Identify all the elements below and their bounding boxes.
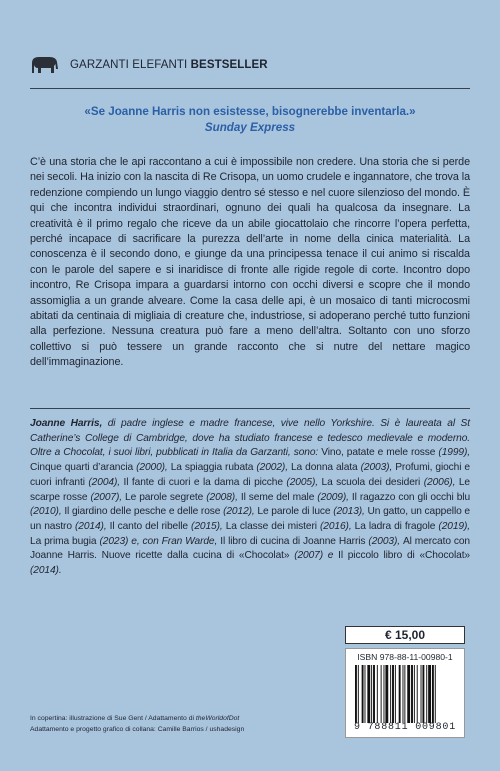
bio-text: (2006), — [420, 476, 459, 488]
bio-text: (2004), — [84, 476, 124, 488]
isbn-label: ISBN 978-88-11-00980-1 — [357, 652, 453, 662]
barcode-block — [345, 648, 465, 738]
series-header — [30, 50, 470, 80]
bio-text: (2010), — [30, 506, 65, 518]
book-title: Il piccolo libro di «Chocolat» — [338, 550, 470, 562]
barcode-bar — [435, 665, 436, 723]
book-title: La scuola dei desideri — [321, 476, 421, 488]
book-title: Il libro di cucina di Joanne Harris — [220, 535, 366, 547]
bio-text: (2003), — [357, 462, 396, 474]
bio-text: (1999), — [435, 447, 470, 459]
barcode-bar — [385, 665, 388, 723]
barcode-bar — [358, 665, 359, 723]
barcode-bar — [384, 665, 385, 723]
book-title: Profumi, giochi e cuori infranti — [30, 462, 470, 488]
barcode-bar — [399, 665, 401, 723]
book-title: La ladra di fragole — [354, 520, 436, 532]
book-title: Le parole di luce — [257, 506, 331, 518]
bio-text: (2014). — [30, 565, 62, 577]
bio-text: di padre inglese e madre francese, vive nello Yorkshire. Si è laureata al St Catherine’s College di Cambridge, dove ha studiato francese e tedesco medievale e moderno. Oltre a Chocolat, i suoi libri, pubblicati in Italia da Garzanti, sono: — [30, 418, 470, 459]
synopsis-paragraph: C’è una storia che le api raccontano a cui è impossibile non credere. Una storia che si perde nei secoli. Ha inizio con la nascita di Re Crisopa, un uomo crudele e ingannatore, che trova la redenzione compiendo un lungo viaggio dentro sé stesso e nel cuore silenzioso del mondo. È qui che incontra individui straordinari, ognuno dei quali ha qualcosa da insegnare. La creatività è il primo regalo che riceve da un abile giocattolaio che rincorre l’opera perfetta, perché incapace di sacrificare la purezza dell’arte in nome della cinica materialità. La conoscenza è il secondo dono, e giunge da una principessa tenace il cui animo si riscalda con le parole del sapere e si inaridisce di fronte alle rigide regole di corte. Incontro dopo incontro, Re Crisopa impara a guardarsi intorno con occhi diversi e scopre che il mondo assomiglia a un grande alveare. Come la casa delle api, è un mosaico di tanti microcosmi abitati da centinaia di migliaia di creature che, industriose, si adoperano perché tutto funzioni alla perfezione. Nessuna creatura può fare a meno dell’altra. Soltanto con uno sforzo collettivo si può tessere un grande racconto che si nutre del nettare magico dell’immaginazione. — [30, 156, 470, 369]
barcode-digits: 9 788811 009801 — [353, 722, 456, 733]
bio-text: (2000), — [133, 462, 171, 474]
barcode-graphic — [354, 665, 458, 723]
author-bio — [30, 417, 470, 579]
bio-text: (2007) e — [289, 550, 339, 562]
barcode-bar — [390, 665, 391, 723]
cover-credit-studio: theWorldofDot — [195, 715, 240, 722]
bio-text: (2023) e, con Fran Warde, — [96, 535, 221, 547]
barcode-bar — [371, 665, 372, 723]
cover-credit-text: In copertina: illustrazione di Sue Gent / Adattamento di — [30, 715, 196, 722]
barcode-bar — [411, 665, 413, 723]
bio-text: (2014), — [71, 520, 110, 532]
barcode-bar — [355, 665, 357, 723]
barcode-bar — [417, 665, 418, 723]
barcode-bar — [395, 665, 396, 723]
bio-text: (2013), — [330, 506, 368, 518]
bio-text: (2007), — [87, 491, 126, 503]
middle-rule — [30, 408, 470, 409]
barcode-bar — [367, 665, 370, 723]
barcode-bar — [414, 665, 415, 723]
bio-text: (2012), — [220, 506, 258, 518]
bio-text: (2015), — [187, 520, 226, 532]
barcode-bar — [377, 665, 378, 723]
barcode-bar — [426, 665, 427, 723]
barcode-bar — [432, 665, 434, 723]
book-title: La prima bugia — [30, 535, 97, 547]
press-quote — [30, 104, 470, 136]
barcode-bar — [403, 665, 404, 723]
bio-text: (2009), — [314, 491, 352, 503]
barcode-bar — [404, 665, 405, 723]
author-name: Joanne Harris, — [30, 418, 103, 429]
barcode-bar — [365, 665, 366, 723]
barcode-bar — [428, 665, 431, 723]
book-title: Il seme del male — [240, 491, 315, 503]
book-title: Le scarpe rosse — [30, 476, 470, 503]
price-label: € 15,00 — [345, 626, 465, 644]
book-title: Il canto del ribelle — [109, 520, 188, 532]
book-title: Il giardino delle pesche e delle rose — [64, 506, 221, 518]
cover-credit — [30, 713, 330, 724]
top-rule — [30, 88, 470, 89]
book-title: Cinque quarti d’arancia — [30, 462, 134, 474]
bio-text: (2003), — [365, 535, 403, 547]
barcode-bar — [392, 665, 394, 723]
credits — [30, 713, 330, 735]
barcode-bar — [381, 665, 382, 723]
bio-text: (2019), — [435, 520, 470, 532]
book-title: La classe dei misteri — [225, 520, 317, 532]
bio-text: (2002), — [253, 462, 291, 474]
book-title: Il fante di cuori e la dama di picche — [123, 476, 283, 488]
book-title: Vino, patate e mele rosse — [321, 447, 436, 459]
book-title: Le parole segrete — [125, 491, 204, 503]
quote-text: «Se Joanne Harris non esistesse, bisognerebbe inventarla.» — [84, 105, 416, 118]
bio-text: (2008), — [203, 491, 241, 503]
barcode-bar — [362, 665, 364, 723]
quote-source: Sunday Express — [204, 121, 296, 134]
series-prefix: GARZANTI ELEFANTI — [70, 59, 188, 71]
design-credit: Adattamento e progetto grafico di collana: Camille Barrios / ushadesign — [30, 726, 245, 733]
barcode-bar — [373, 665, 375, 723]
bio-text: (2016), — [316, 520, 355, 532]
book-title: La donna alata — [290, 462, 358, 474]
series-name — [70, 59, 268, 71]
book-title: Un gatto, un cappello e un nastro — [30, 506, 471, 532]
book-title: Al mercato con Joanne Harris. Nuove ricette dalla cucina di «Chocolat» — [30, 535, 470, 562]
book-title: Il ragazzo con gli occhi blu — [351, 491, 471, 503]
barcode-bar — [422, 665, 424, 723]
book-title: La spiaggia rubata — [170, 462, 254, 474]
barcode-bar — [407, 665, 410, 723]
elephant-icon — [30, 55, 60, 75]
bio-text: (2005), — [282, 476, 322, 488]
barcode-bar — [421, 665, 422, 723]
series-label: BESTSELLER — [190, 59, 268, 71]
